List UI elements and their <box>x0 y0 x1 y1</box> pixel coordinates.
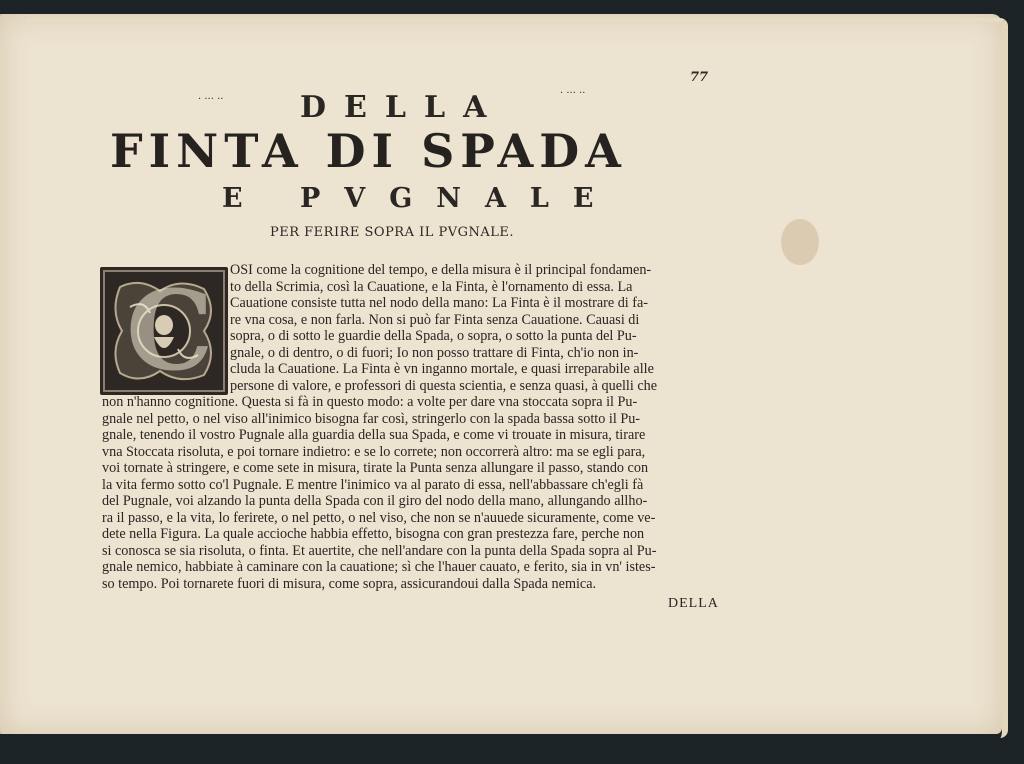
body-line: sopra, o di sotto le guardie della Spada, o sopra, o sotto la punta del Pu- <box>230 328 637 344</box>
body-line: so tempo. Poi tornarete fuori di misura, come sopra, assicurandoui dalla Spada nemica. <box>102 575 597 592</box>
body-line: gnale, tenendo il vostro Pugnale alla guardia della sua Spada, e come vi trouate in misura, tirare <box>102 427 646 443</box>
body-line: persone di valore, e professori di questa scientia, e senza quasi, à quelli che <box>230 377 658 394</box>
body-line: ra il passo, e la vita, lo ferirete, o nel petto, o nel viso, che non se n'auuede sicuramente, come ve- <box>102 509 656 526</box>
heading-subtitle: PER FERIRE SOPRA IL PVGNALE. <box>270 225 515 240</box>
body-line: dete nella Figura. La quale accioche habbia effetto, bisogna con gran prestezza fare, perche non <box>102 526 645 542</box>
heading-line-3: E PVGNALE <box>222 183 618 214</box>
body-line: la vita fermo sotto co'l Pugnale. E mentre l'inimico va al parato di essa, nell'abbassare ch'egli fà <box>102 476 644 493</box>
body-line: Cauatione consiste tutta nel nodo della mano: La Finta è il mostrare di fa- <box>230 295 649 311</box>
heading-line-1: DELLA <box>300 90 505 125</box>
heading-line-2: FINTA DI SPADA <box>110 124 627 178</box>
paper-stain <box>781 219 819 265</box>
body-line: to della Scrimia, così la Cauatione, e la Finta, è l'ornamento di essa. La <box>230 278 633 295</box>
initial-letter-glyph: C <box>126 266 214 395</box>
ornament-dots: · ··· ·· <box>198 94 224 105</box>
body-line: gnale nel petto, o nel viso all'inimico bisogna far così, stringerlo con la spada bassa sotto il Pu- <box>102 410 641 427</box>
ornament-dots: · ··· ·· <box>560 88 586 99</box>
catchword: DELLA <box>668 596 719 611</box>
body-line: re vna cosa, e non farla. Non si può far Finta senza Cauatione. Cauasi di <box>230 311 640 328</box>
body-line: gnale nemico, habbiate à caminare con la cauatione; sì che l'hauer cauato, e ferito, sia in vn' istes- <box>102 559 656 575</box>
body-line: voi tornate à stringere, e come sete in misura, tirate la Punta senza allungare il passo, stando con <box>102 460 649 476</box>
body-line: cluda la Cauatione. La Finta è vn inganno mortale, e quasi irreparabile alle <box>230 361 654 377</box>
page-number: 77 <box>690 70 709 85</box>
body-line: del Pugnale, voi alzando la punta della Spada con il giro del nodo della mano, allungando allho- <box>102 493 648 509</box>
body-text <box>102 262 747 592</box>
body-line: gnale, o di dentro, o di fuori; Io non posso trattare di Finta, ch'io non in- <box>230 344 639 361</box>
body-line: non n'hanno cognitione. Questa si fà in questo modo: a volte per dare vna stoccata sopra il Pu- <box>102 394 638 410</box>
body-line: OSI come la cognitione del tempo, e della misura è il principal fondamen- <box>230 262 652 278</box>
body-line: si conosca se sia risoluta, o finta. Et auertite, che nell'andare con la punta della Spada sopra al Pu- <box>102 542 657 559</box>
body-line: vna Stoccata risoluta, e poi tornare indietro: e se lo correte; non occorrerà altro: ma se egli para, <box>102 443 646 460</box>
